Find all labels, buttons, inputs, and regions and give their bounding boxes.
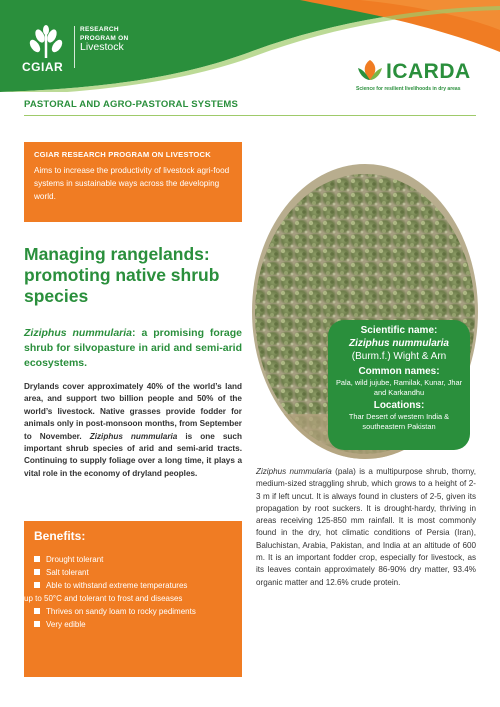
section-divider — [24, 115, 476, 116]
page-title: Managing rangelands: promoting native shrub species — [24, 244, 220, 306]
bullet-icon — [34, 621, 40, 627]
scientific-card — [328, 320, 470, 450]
sci-author: (Burm.f.) Wight & Arn — [351, 351, 447, 362]
body-paragraph — [256, 466, 476, 589]
bullet-icon — [34, 569, 40, 575]
subtitle-species: Ziziphus nummularia — [24, 327, 133, 339]
sci-name: Ziziphus nummularia — [348, 338, 449, 349]
body-species: Ziziphus nummularia — [256, 467, 332, 476]
list-item-continuation: up to 50°C and tolerant to frost and diseases — [24, 594, 183, 603]
program-line-1: RESEARCH — [80, 26, 119, 33]
bullet-icon — [34, 608, 40, 614]
cgiar-name: CGIAR — [22, 60, 64, 74]
sci-heading: Scientific name: — [360, 325, 438, 336]
locations: Thar Desert of western India & southeastern Pakistan — [348, 412, 450, 431]
list-item: Salt tolerant — [34, 566, 232, 579]
section-label: PASTORAL AND AGRO-PASTORAL SYSTEMS — [24, 99, 239, 110]
intro-paragraph — [24, 381, 242, 480]
common-names: Pala, wild jujube, Ramilak, Kunar, Jhar and Karkandhu — [335, 378, 463, 397]
program-line-2: PROGRAM ON — [80, 35, 129, 42]
logo-divider — [74, 26, 75, 68]
list-item: Very edible — [34, 618, 232, 631]
intro-part-2: is one such important shrub species of arid and semi-arid tracts. Continuing to supply foliage over a long time, it plays a vital role in the economy of dryland peoples. — [24, 431, 242, 478]
program-line-3: Livestock — [80, 41, 124, 53]
crp-title: CGIAR RESEARCH PROGRAM ON LIVESTOCK — [34, 150, 211, 159]
list-item: Drought tolerant — [34, 553, 232, 566]
icarda-name: ICARDA — [386, 60, 471, 83]
bullet-icon — [34, 582, 40, 588]
locations-heading: Locations: — [373, 400, 425, 411]
subtitle — [24, 326, 242, 371]
crp-text: Aims to increase the productivity of livestock agri-food systems in sustainable ways across the developing world. — [34, 166, 230, 201]
bullet-icon — [34, 556, 40, 562]
common-heading: Common names: — [358, 366, 440, 377]
benefits-box — [24, 521, 242, 677]
crp-box — [24, 142, 242, 222]
benefits-title: Benefits: — [34, 529, 86, 543]
subtitle-rest: : a promising forage shrub for silvopasture in arid and semi-arid ecosystems. — [24, 327, 242, 369]
intro-part-1: Drylands cover approximately 40% of the world’s land area, and support two billion people and 50% of the world’s livestock. Native grasses provide fodder for animals only in post-monsoon months, from September to November. — [24, 382, 242, 441]
list-item: Thrives on sandy loam to rocky pediments — [34, 605, 232, 618]
body-text: (pala) is a multipurpose shrub, thorny, medium-sized straggling shrub, which grows to a height of 2-3 m if left uncut. It is always found in clusters of 2-5, given its propagation by root suckers. It is drought-hardy, thriving in areas receiving 125-850 mm rainfall. It is most commonly found in the dry, hot climatic conditions of Persia (Iran), Baluchistan, Arabia, Pakistan, and India at an altitude of 600 m. It is an important fodder crop, especially for livestock, as its leaves contain approximately 86-90% dry matter, 93.4% organic matter and 12.6% crude protein. — [256, 467, 476, 587]
icarda-tagline: Science for resilient livelihoods in dry areas — [356, 86, 461, 92]
intro-species: Ziziphus nummularia — [89, 431, 178, 441]
program-block — [80, 25, 129, 52]
list-item: Able to withstand extreme temperatures — [34, 579, 232, 592]
icarda-leaf-icon — [356, 58, 384, 84]
benefits-list — [24, 553, 232, 631]
